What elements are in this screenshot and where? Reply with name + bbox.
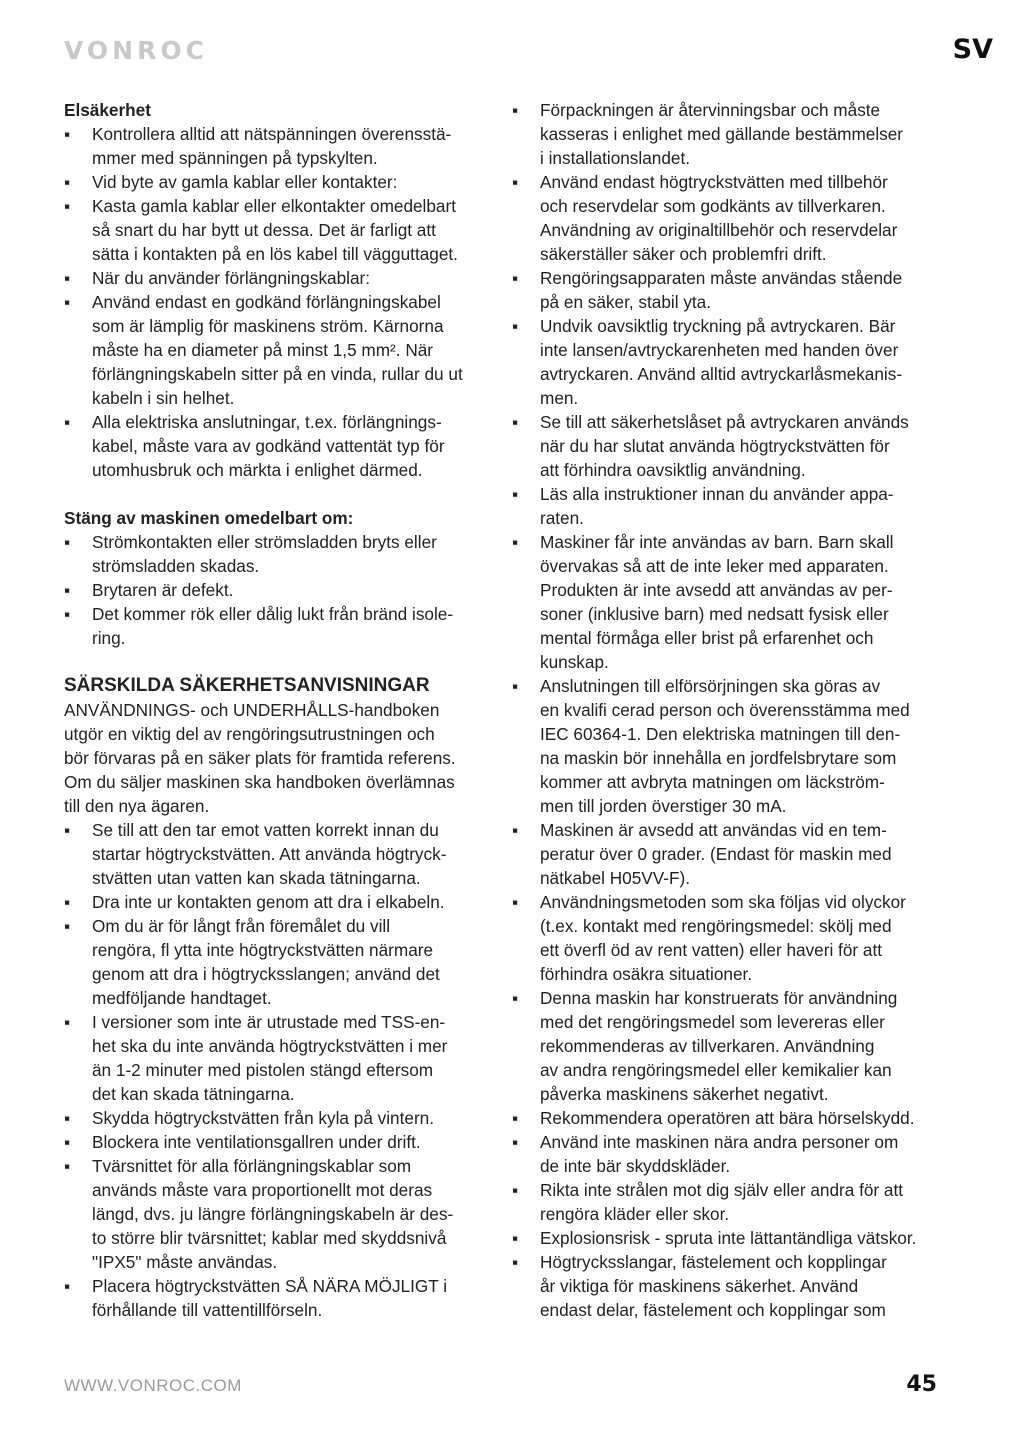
page-number: 45 xyxy=(906,1372,937,1397)
list-item xyxy=(64,1010,504,1106)
list-item xyxy=(64,914,504,1010)
list-item xyxy=(64,890,504,914)
list-item-text: Undvik oavsiktlig tryckning på avtryckaren. Bär inte lansen/avtryckarenheten med handen över avtryckaren. Använd alltid avtryckarlåsmekanis- men. xyxy=(540,316,903,408)
list-item xyxy=(64,1274,504,1322)
list-item xyxy=(512,482,964,530)
list-item-text: Använd endast en godkänd förlängningskabel som är lämplig för maskinens ström. Kärnorna måste ha en diameter på minst 1,5 mm². När förlängningskabeln sitter på en vinda, rullar du ut kabeln i sin helhet. xyxy=(92,292,463,408)
bullet-icon: ▪ xyxy=(512,676,519,696)
list-item-text: Skydda högtryckstvätten från kyla på vintern. xyxy=(92,1108,435,1128)
bullet-icon: ▪ xyxy=(64,1012,71,1032)
list-item xyxy=(64,1154,504,1274)
list-item-text: När du använder förlängningskablar: xyxy=(92,268,371,288)
list-item-text: Dra inte ur kontakten genom att dra i elkabeln. xyxy=(92,892,445,912)
list-item-text: Maskinen är avsedd att användas vid en tem- peratur över 0 grader. (Endast för maskin med nätkabel H05VV-F). xyxy=(540,820,892,888)
list-item-text: Denna maskin har konstruerats för användning med det rengöringsmedel som levereras eller rekommenderas av tillverkaren. Användning av andra rengöringsmedel eller kemikalier kan påverka maskinens säkerhet negativt. xyxy=(540,988,898,1104)
list-item xyxy=(512,266,964,314)
shutdown-heading: Stäng av maskinen omedelbart om: xyxy=(64,508,354,528)
bullet-icon: ▪ xyxy=(512,316,519,336)
list-item xyxy=(64,290,504,410)
electrical-safety-heading: Elsäkerhet xyxy=(64,100,151,120)
list-item xyxy=(64,266,504,290)
list-item-text: Kontrollera alltid att nätspänningen överensstä- mmer med spänningen på typskylten. xyxy=(92,124,452,168)
bullet-icon: ▪ xyxy=(512,412,519,432)
bullet-icon: ▪ xyxy=(64,196,71,216)
bullet-icon: ▪ xyxy=(64,580,71,600)
list-item-text: Explosionsrisk - spruta inte lättantändliga vätskor. xyxy=(540,1228,917,1248)
list-item xyxy=(512,1106,964,1130)
bullet-icon: ▪ xyxy=(64,268,71,288)
spacer xyxy=(64,482,504,506)
language-code: SV xyxy=(952,34,993,65)
list-item xyxy=(512,1226,964,1250)
special-safety-intro: ANVÄNDNINGS- och UNDERHÅLLS-handboken utgör en viktig del av rengöringsutrustningen och bör förvaras på en säker plats för framtida referens. Om du säljer maskinen ska handboken överlämnas till den nya ägaren. xyxy=(64,700,456,816)
list-item-text: Använd endast högtryckstvätten med tillbehör och reservdelar som godkänts av tillverkaren. Användning av originaltillbehör och reservdelar säkerställer säker och problemfri drift. xyxy=(540,172,898,264)
list-item xyxy=(512,1130,964,1178)
brand-logo: VONROC xyxy=(64,36,208,65)
list-item-text: Förpackningen är återvinningsbar och måste kasseras i enlighet med gällande bestämmelser i installationslandet. xyxy=(540,100,904,168)
footer-url: WWW.VONROC.COM xyxy=(64,1376,242,1395)
list-item-text: Se till att säkerhetslåset på avtryckaren används när du har slutat använda högtryckstvätten för att förhindra oavsiktlig användning. xyxy=(540,412,909,480)
list-item-text: I versioner som inte är utrustade med TSS-en- het ska du inte använda högtryckstvätten i mer än 1-2 minuter med pistolen stängd eftersom det kan skada tätningarna. xyxy=(92,1012,448,1104)
list-item-text: Läs alla instruktioner innan du använder appa- raten. xyxy=(540,484,894,528)
list-item-text: Användningsmetoden som ska följas vid olyckor (t.ex. kontakt med rengöringsmedel: skölj med ett överfl öd av rent vatten) eller haveri för att förhindra osäkra situationer. xyxy=(540,892,906,984)
bullet-icon: ▪ xyxy=(512,1228,519,1248)
list-item-text: Anslutningen till elförsörjningen ska göras av en kvalifi cerad person och överensstämma med IEC 60364-1. Den elektriska matningen till den- na maskin bör innehålla en jordfelsbrytare som kommer att avbryta matningen om läckström- men till jorden överstiger 30 mA. xyxy=(540,676,910,816)
bullet-icon: ▪ xyxy=(512,172,519,192)
list-item-text: Tvärsnittet för alla förlängningskablar som används måste vara proportionellt mot deras längd, dvs. ju längre förlängningskabeln är des- to större blir tvärsnittet; kablar med skyddsnivå "IPX5" måste användas. xyxy=(92,1156,454,1272)
special-safety-list xyxy=(64,818,504,1322)
shutdown-list xyxy=(64,530,504,650)
bullet-icon: ▪ xyxy=(512,484,519,504)
list-item xyxy=(64,530,504,578)
list-item-text: Rekommendera operatören att bära hörselskydd. xyxy=(540,1108,915,1128)
list-item xyxy=(512,410,964,482)
list-item-text: Brytaren är defekt. xyxy=(92,580,234,600)
bullet-icon: ▪ xyxy=(64,124,71,144)
list-item xyxy=(512,530,964,674)
electrical-safety-list xyxy=(64,122,504,482)
list-item xyxy=(512,314,964,410)
bullet-icon: ▪ xyxy=(512,892,519,912)
list-item-text: Kasta gamla kablar eller elkontakter omedelbart så snart du har bytt ut dessa. Det är farligt att sätta i kontakten på en lös kabel till vägguttaget. xyxy=(92,196,458,264)
right-column xyxy=(512,98,964,1322)
list-item xyxy=(512,674,964,818)
special-safety-heading: SÄRSKILDA SÄKERHETSANVISNINGAR xyxy=(64,675,430,696)
bullet-icon: ▪ xyxy=(64,532,71,552)
list-item-text: Vid byte av gamla kablar eller kontakter: xyxy=(92,172,398,192)
list-item-text: Blockera inte ventilationsgallren under drift. xyxy=(92,1132,421,1152)
list-item xyxy=(64,1106,504,1130)
bullet-icon: ▪ xyxy=(64,604,71,624)
list-item xyxy=(64,1130,504,1154)
bullet-icon: ▪ xyxy=(64,172,71,192)
list-item xyxy=(512,1178,964,1226)
bullet-icon: ▪ xyxy=(512,988,519,1008)
list-item xyxy=(64,170,504,194)
bullet-icon: ▪ xyxy=(512,820,519,840)
list-item xyxy=(512,986,964,1106)
list-item-text: Se till att den tar emot vatten korrekt innan du startar högtryckstvätten. Att använda högtryck- stvätten utan vatten kan skada tätningarna. xyxy=(92,820,447,888)
list-item-text: Strömkontakten eller strömsladden bryts eller strömsladden skadas. xyxy=(92,532,437,576)
list-item xyxy=(64,818,504,890)
bullet-icon: ▪ xyxy=(512,532,519,552)
left-column xyxy=(64,98,504,1322)
bullet-icon: ▪ xyxy=(64,820,71,840)
list-item xyxy=(64,194,504,266)
list-item xyxy=(512,890,964,986)
list-item xyxy=(512,1250,964,1322)
right-safety-list xyxy=(512,98,964,1322)
list-item-text: Det kommer rök eller dålig lukt från bränd isole- ring. xyxy=(92,604,454,648)
bullet-icon: ▪ xyxy=(64,1132,71,1152)
list-item-text: Alla elektriska anslutningar, t.ex. förlängnings- kabel, måste vara av godkänd vattentät typ för utomhusbruk och märkta i enlighet därmed. xyxy=(92,412,445,480)
bullet-icon: ▪ xyxy=(512,1180,519,1200)
bullet-icon: ▪ xyxy=(512,1132,519,1152)
bullet-icon: ▪ xyxy=(64,1276,71,1296)
list-item-text: Om du är för långt från föremålet du vill rengöra, fl ytta inte högtryckstvätten närmare genom att dra i högtrycksslangen; använd det medföljande handtaget. xyxy=(92,916,440,1008)
list-item xyxy=(64,578,504,602)
bullet-icon: ▪ xyxy=(512,1252,519,1272)
list-item-text: Placera högtryckstvätten SÅ NÄRA MÖJLIGT i förhållande till vattentillförseln. xyxy=(92,1276,448,1320)
list-item xyxy=(64,122,504,170)
bullet-icon: ▪ xyxy=(64,916,71,936)
list-item xyxy=(512,818,964,890)
bullet-icon: ▪ xyxy=(512,268,519,288)
list-item xyxy=(512,170,964,266)
spacer xyxy=(64,650,504,674)
list-item xyxy=(512,98,964,170)
list-item-text: Använd inte maskinen nära andra personer om de inte bär skyddskläder. xyxy=(540,1132,899,1176)
bullet-icon: ▪ xyxy=(64,1156,71,1176)
list-item-text: Rengöringsapparaten måste användas stående på en säker, stabil yta. xyxy=(540,268,903,312)
list-item-text: Rikta inte strålen mot dig själv eller andra för att rengöra kläder eller skor. xyxy=(540,1180,904,1224)
bullet-icon: ▪ xyxy=(64,412,71,432)
bullet-icon: ▪ xyxy=(512,1108,519,1128)
bullet-icon: ▪ xyxy=(64,292,71,312)
list-item-text: Maskiner får inte användas av barn. Barn skall övervakas så att de inte leker med apparaten. Produkten är inte avsedd att användas av per- soner (inklusive barn) med nedsatt fysisk eller mental förmåga eller brist på erfarenhet och kunskap. xyxy=(540,532,894,672)
bullet-icon: ▪ xyxy=(512,100,519,120)
list-item xyxy=(64,602,504,650)
list-item xyxy=(64,410,504,482)
list-item-text: Högtrycksslangar, fästelement och kopplingar år viktiga för maskinens säkerhet. Använd endast delar, fästelement och kopplingar som xyxy=(540,1252,887,1320)
bullet-icon: ▪ xyxy=(64,1108,71,1128)
bullet-icon: ▪ xyxy=(64,892,71,912)
